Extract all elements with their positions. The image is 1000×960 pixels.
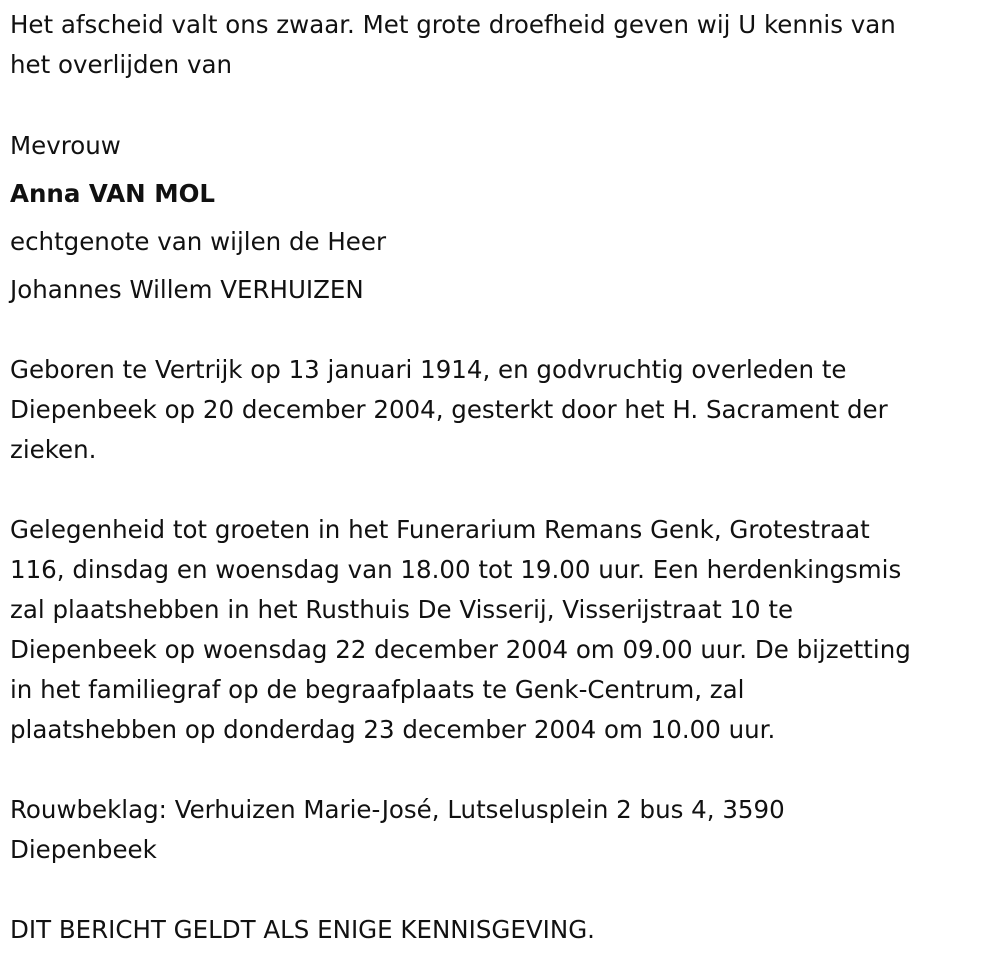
mourning-address-line: Diepenbeek bbox=[10, 835, 157, 864]
arrangements-line: zal plaatshebben in het Rusthuis De Visserij, Visserijstraat 10 te bbox=[10, 595, 794, 624]
arrangements-line: 116, dinsdag en woensdag van 18.00 tot 19.00 uur. Een herdenkingsmis bbox=[10, 555, 902, 584]
arrangements-line: plaatshebben op donderdag 23 december 2004 om 10.00 uur. bbox=[10, 715, 776, 744]
deceased-name: Anna VAN MOL bbox=[10, 179, 216, 208]
arrangements-line: Gelegenheid tot groeten in het Funerarium Remans Genk, Grotestraat bbox=[10, 515, 870, 544]
honorific-title: Mevrouw bbox=[10, 131, 121, 160]
mourning-address-paragraph bbox=[10, 790, 910, 870]
spouse-description: echtgenote van wijlen de Heer bbox=[10, 227, 387, 256]
birth-death-line: Geboren te Vertrijk op 13 januari 1914, en godvruchtig overleden te bbox=[10, 355, 847, 384]
mourning-address-line: Rouwbeklag: Verhuizen Marie-José, Lutselusplein 2 bus 4, 3590 bbox=[10, 795, 785, 824]
intro-line: het overlijden van bbox=[10, 50, 233, 79]
arrangements-paragraph bbox=[10, 510, 995, 750]
birth-death-line: zieken. bbox=[10, 435, 97, 464]
arrangements-line: Diepenbeek op woensdag 22 december 2004 om 09.00 uur. De bijzetting bbox=[10, 635, 911, 664]
intro-line: Het afscheid valt ons zwaar. Met grote droefheid geven wij U kennis van bbox=[10, 10, 896, 39]
arrangements-line: in het familiegraf op de begraafplaats te Genk-Centrum, zal bbox=[10, 675, 745, 704]
intro-paragraph bbox=[10, 5, 985, 85]
birth-death-paragraph bbox=[10, 350, 985, 470]
spouse-name: Johannes Willem VERHUIZEN bbox=[10, 275, 364, 304]
closing-statement: DIT BERICHT GELDT ALS ENIGE KENNISGEVING. bbox=[10, 915, 595, 944]
birth-death-line: Diepenbeek op 20 december 2004, gesterkt door het H. Sacrament der bbox=[10, 395, 888, 424]
